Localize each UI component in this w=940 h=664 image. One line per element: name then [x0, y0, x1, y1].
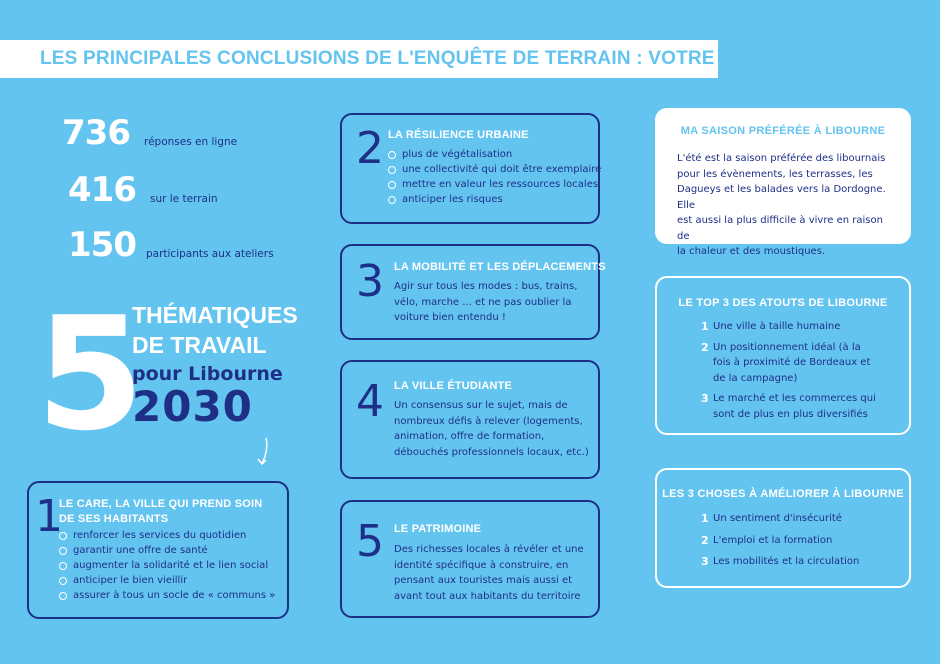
list-item: 1 Un sentiment d'insécurité — [701, 512, 842, 525]
themes-year: 2030 — [132, 382, 253, 431]
stat-number: 150 — [68, 225, 136, 265]
card-title: LE PATRIMOINE — [394, 523, 482, 535]
circle-bullet-icon — [59, 577, 67, 585]
card-number: 4 — [356, 376, 384, 427]
card-number: 5 — [356, 516, 384, 567]
rank-number: 2 — [701, 340, 709, 354]
stat-workshops — [68, 225, 274, 265]
rank-number: 3 — [701, 555, 709, 568]
list-item: garantir une offre de santé — [59, 543, 275, 558]
theme-card-care — [27, 481, 289, 619]
stat-field — [68, 170, 218, 210]
card-title: LE TOP 3 DES ATOUTS DE LIBOURNE — [678, 297, 888, 309]
list-item: augmenter la solidarité et le lien social — [59, 558, 275, 573]
card-number: 2 — [356, 123, 384, 174]
circle-bullet-icon — [59, 547, 67, 555]
themes-line-1: THÉMATIQUES — [132, 302, 298, 328]
list-item: 1 Une ville à taille humaine — [701, 320, 841, 333]
improvements-card — [655, 468, 911, 588]
list-item: mettre en valeur les ressources locales — [388, 177, 601, 192]
circle-bullet-icon — [59, 532, 67, 540]
list-item: 3 Le marché et les commerces qui sont de plus en plus diversifiés — [701, 392, 876, 420]
circle-bullet-icon — [59, 592, 67, 600]
stat-online — [62, 113, 238, 153]
card-title: LA MOBILITÉ ET LES DÉPLACEMENTS — [394, 261, 606, 273]
card-title: LES 3 CHOSES À AMÉLIORER À LIBOURNE — [662, 488, 904, 500]
list-item: anticiper les risques — [388, 192, 601, 207]
rank-number: 1 — [701, 320, 709, 333]
card-title: LA RÉSILIENCE URBAINE — [388, 129, 529, 141]
top-assets-card — [655, 276, 911, 435]
list-item: 3 Les mobilités et la circulation — [701, 555, 860, 568]
list-item: 2 L'emploi et la formation — [701, 533, 833, 547]
stat-label: réponses en ligne — [143, 136, 238, 148]
card-title: MA SAISON PRÉFÉRÉE À LIBOURNE — [680, 125, 886, 137]
card-text: L'été est la saison préférée des libournais pour les évènements, les terrasses, les Dagueys et les balades vers la Dordogne. Elle est aussi la plus difficile à vivre en raison de la chaleur et des moustiques. — [677, 153, 886, 257]
list-item: assurer à tous un socle de « communs » — [59, 588, 275, 603]
stat-label: participants aux ateliers — [145, 248, 274, 260]
favorite-season-card — [655, 108, 911, 257]
rank-number: 1 — [701, 512, 709, 525]
page-title: LES PRINCIPALES CONCLUSIONS DE L'ENQUÊTE DE TERRAIN : VOTRE RESSENTI — [40, 48, 817, 69]
theme-card-heritage — [340, 500, 600, 618]
ranked-list — [701, 511, 901, 570]
rank-number: 2 — [701, 533, 709, 547]
card-title: LE CARE, LA VILLE QUI PREND SOIN — [59, 498, 263, 510]
big-five: 5 — [36, 283, 141, 465]
header-banner — [0, 40, 817, 78]
ranked-list — [701, 319, 901, 422]
stat-number: 416 — [68, 170, 136, 210]
list-item: plus de végétalisation — [388, 147, 601, 162]
card-text: Un consensus sur le sujet, mais de nombreux défis à relever (logements, animation, offre de formation, débouchés professionnels locaux, etc.) — [394, 400, 589, 458]
theme-card-mobility — [340, 244, 606, 340]
list-item: anticiper le bien vieillir — [59, 573, 275, 588]
themes-city: pour Libourne — [132, 363, 283, 385]
circle-bullet-icon — [388, 151, 396, 159]
card-text: Des richesses locales à révéler et une identité spécifique à construire, en pensant aux touristes mais aussi et avant tout aux habitants du territoire — [394, 544, 584, 602]
circle-bullet-icon — [388, 166, 396, 174]
stat-number: 736 — [62, 113, 130, 153]
themes-heading — [132, 302, 298, 431]
circle-bullet-icon — [388, 181, 396, 189]
circle-bullet-icon — [59, 562, 67, 570]
rank-number: 3 — [701, 392, 709, 405]
card-bullet-list — [59, 528, 275, 603]
stat-label: sur le terrain — [149, 193, 218, 205]
theme-card-resilience — [340, 113, 600, 224]
list-item: 2 Un positionnement idéal (à la fois à proximité de Bordeaux et de la campagne) — [701, 340, 871, 384]
card-title: LA VILLE ÉTUDIANTE — [394, 380, 513, 392]
card-text: Agir sur tous les modes : bus, trains, vélo, marche ... et ne pas oublier la voiture bien entendu ! — [394, 281, 578, 323]
card-number: 3 — [356, 256, 384, 307]
arrow-down-icon — [256, 436, 272, 466]
theme-card-student-city — [340, 360, 600, 479]
list-item: renforcer les services du quotidien — [59, 528, 275, 543]
list-item: une collectivité qui doit être exemplaire — [388, 162, 601, 177]
card-number: 1 — [35, 491, 63, 542]
themes-line-2: DE TRAVAIL — [132, 332, 267, 358]
card-bullet-list — [388, 147, 601, 207]
card-title-line2: DE SES HABITANTS — [59, 513, 169, 525]
circle-bullet-icon — [388, 196, 396, 204]
